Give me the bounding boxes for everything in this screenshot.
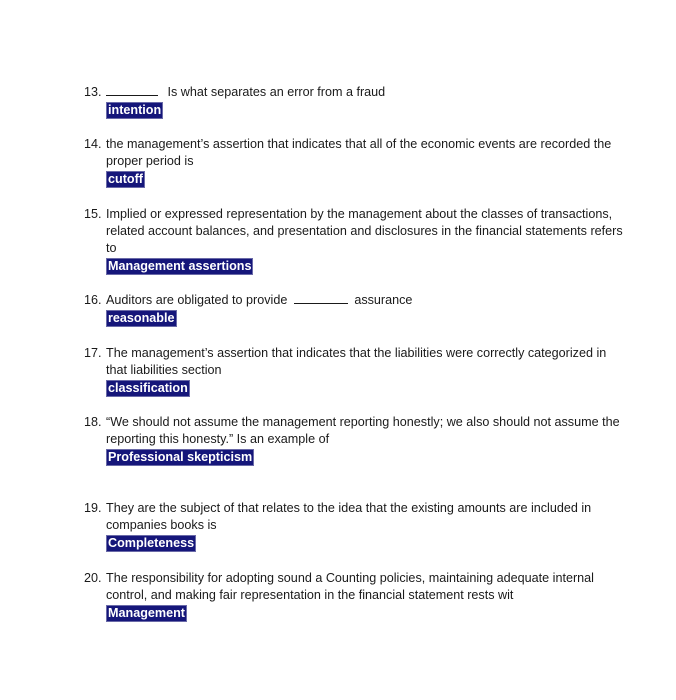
question-19	[84, 500, 624, 552]
fill-in-blank	[106, 84, 158, 96]
question-number: 14.	[84, 137, 102, 151]
question-15	[84, 206, 624, 275]
question-number: 17.	[84, 346, 102, 360]
question-text: Is what separates an error from a fraud	[167, 85, 386, 99]
question-text: The management’s assertion that indicates that the liabilities were correctly categorized in that liabilities section	[106, 346, 607, 377]
question-text: They are the subject of that relates to the idea that the existing amounts are included in companies books is	[106, 501, 592, 532]
answer-highlight: Management	[108, 606, 185, 620]
question-20	[84, 570, 624, 622]
question-number: 15.	[84, 207, 102, 221]
question-number: 20.	[84, 571, 102, 585]
question-text-suffix: assurance	[354, 293, 413, 307]
question-text: The responsibility for adopting sound a Counting policies, maintaining adequate internal control, and making fair representation in the financial statement rests wit	[106, 571, 594, 602]
question-number: 19.	[84, 501, 102, 515]
answer-highlight: Management assertions	[108, 259, 252, 273]
answer-highlight: cutoff	[108, 172, 143, 186]
fill-in-blank	[294, 292, 348, 304]
question-text: “We should not assume the management reporting honestly; we also should not assume the reporting this honesty.” Is an example of	[106, 415, 620, 446]
question-text: Auditors are obligated to provide	[106, 293, 288, 307]
question-number: 13.	[84, 85, 102, 99]
answer-highlight: classification	[108, 381, 188, 395]
answer-highlight: Professional skepticism	[108, 450, 253, 464]
question-16	[84, 292, 624, 327]
answer-highlight: intention	[108, 103, 162, 117]
question-text: Implied or expressed representation by the management about the classes of transactions, related account balances, and presentation and disclosures in the financial statements refers to	[106, 207, 623, 255]
question-number: 16.	[84, 293, 102, 307]
question-13	[84, 84, 624, 119]
answer-highlight: reasonable	[108, 311, 175, 325]
question-17	[84, 345, 624, 397]
question-number: 18.	[84, 415, 102, 429]
question-14	[84, 136, 624, 188]
question-18	[84, 414, 624, 466]
answer-highlight: Completeness	[108, 536, 195, 550]
question-text: the management’s assertion that indicates that all of the economic events are recorded the proper period is	[106, 137, 612, 168]
